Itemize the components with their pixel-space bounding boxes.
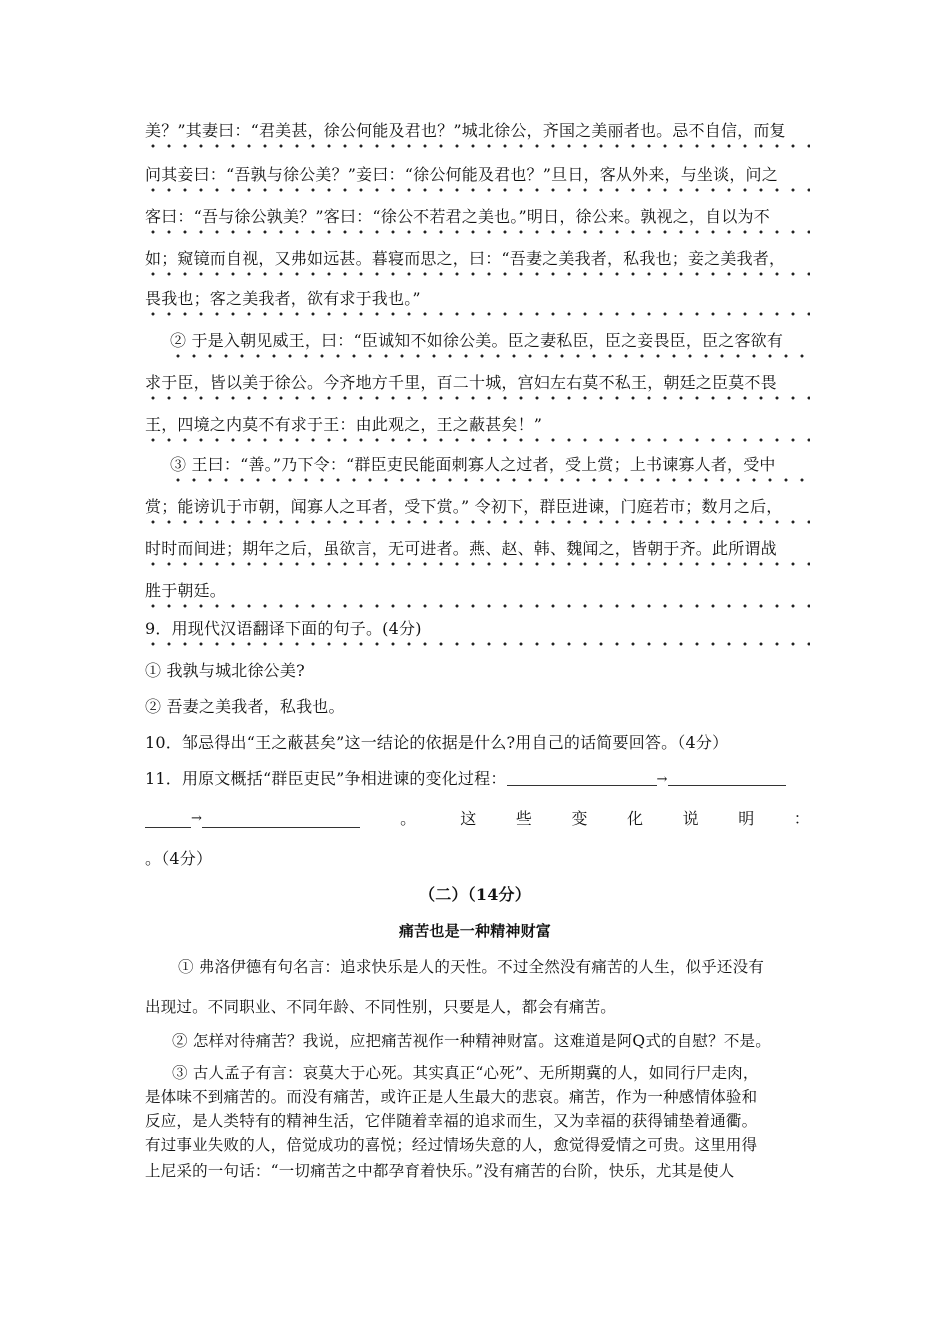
section-heading: （二）（14分） (419, 885, 531, 904)
passage-line: 如；窥镜而自视，又弗如远甚。暮寝而思之，曰：“吾妻之美我者，私我也；妾之美我者， (145, 248, 810, 277)
passage-line: 畏我也；客之美我者，欲有求于我也。” (145, 288, 810, 317)
passage-line: 王，四境之内莫不有求于王：由此观之，王之蔽甚矣！” (145, 414, 810, 443)
passage-line: 赏；能谤讥于市朝，闻寡人之耳者，受下赏。” 令初下，群臣进谏，门庭若市；数月之后， (145, 496, 810, 525)
answer-blank-2a[interactable] (668, 769, 786, 786)
article-line: 上尼采的一句话：“一切痛苦之中都孕育着快乐。”没有痛苦的台阶，快乐，尤其是使人 (145, 1162, 735, 1180)
answer-blank-3[interactable] (202, 811, 360, 828)
spread-char: 变 (571, 809, 588, 828)
arrow-icon: → (656, 772, 668, 787)
arrow-icon: → (191, 811, 203, 826)
question-11-line-2 (145, 808, 810, 830)
spread-char: 说 (682, 809, 699, 828)
answer-blank-1[interactable] (507, 769, 657, 786)
question-9-item-2: ② 吾妻之美我者，私我也。 (145, 697, 345, 716)
passage-line: 美？”其妻曰：“君美甚，徐公何能及君也？”城北徐公，齐国之美丽者也。忌不自信，而复 (145, 120, 810, 149)
spread-char: 些 (515, 809, 533, 828)
article-line: ① 弗洛伊德有句名言：追求快乐是人的天性。不过全然没有痛苦的人生，似乎还没有 (178, 958, 765, 976)
passage-line: 求于臣，皆以美于徐公。今齐地方千里，百二十城，宫妇左右莫不私王，朝廷之臣莫不畏 (145, 372, 810, 401)
passage-line: 问其妾曰：“吾孰与徐公美？”妾曰：“徐公何能及君也？”旦日，客从外来，与坐谈，问之 (145, 164, 810, 193)
question-11-period: 。 (400, 809, 417, 828)
question-11-spread (460, 808, 810, 830)
question-11-line-1 (145, 768, 810, 791)
passage-line: 客曰：“吾与徐公孰美？”客曰：“徐公不若君之美也。”明日，徐公来。孰视之，自以为不 (145, 206, 810, 235)
question-10: 10．邹忌得出“王之蔽甚矣”这一结论的依据是什么?用自己的话简要回答。（4分） (145, 733, 729, 752)
spread-char: 这 (460, 809, 477, 828)
article-line: 反应，是人类特有的精神生活，它伴随着幸福的追求而生，又为幸福的获得铺垫着通衢。 (145, 1112, 758, 1130)
article-line: 出现过。不同职业、不同年龄、不同性别，只要是人，都会有痛苦。 (145, 998, 617, 1016)
spread-char: 化 (627, 809, 644, 828)
passage-line: ② 于是入朝见威王，曰：“臣诚知不如徐公美。臣之妻私臣，臣之妾畏臣，臣之客欲有 (170, 330, 810, 359)
question-9: 9．用现代汉语翻译下面的句子。(4分) (145, 618, 810, 647)
spread-char: 明 (738, 809, 755, 828)
passage-line: 胜于朝廷。 (145, 580, 810, 609)
article-title: 痛苦也是一种精神财富 (398, 922, 551, 940)
spread-char: ： (793, 809, 810, 828)
question-11-line-3: 。（4分） (145, 849, 213, 868)
passage-line: 时时而间进；期年之后，虽欲言，无可进者。燕、赵、韩、魏闻之，皆朝于齐。此所谓战 (145, 538, 810, 567)
article-line: 有过事业失败的人，倍觉成功的喜悦；经过情场失意的人，愈觉得爱情之可贵。这里用得 (145, 1136, 758, 1154)
article-line: ③ 古人孟子有言：哀莫大于心死。其实真正“心死”、无所期冀的人，如同行尸走肉， (172, 1064, 759, 1082)
article-line: ② 怎样对待痛苦？我说，应把痛苦视作一种精神财富。这难道是阿Q式的自慰？不是。 (172, 1032, 771, 1050)
question-9-item-1: ① 我孰与城北徐公美? (145, 661, 305, 680)
question-11-prefix: 11．用原文概括“群臣吏民”争相进谏的变化过程： (145, 769, 507, 788)
article-line: 是体味不到痛苦的。而没有痛苦，或许正是人生最大的悲哀。痛苦，作为一种感情体验和 (145, 1088, 758, 1106)
answer-blank-2b[interactable] (145, 811, 191, 828)
passage-line: ③ 王曰：“善。”乃下令：“群臣吏民能面刺寡人之过者，受上赏；上书谏寡人者，受中 (170, 454, 810, 483)
